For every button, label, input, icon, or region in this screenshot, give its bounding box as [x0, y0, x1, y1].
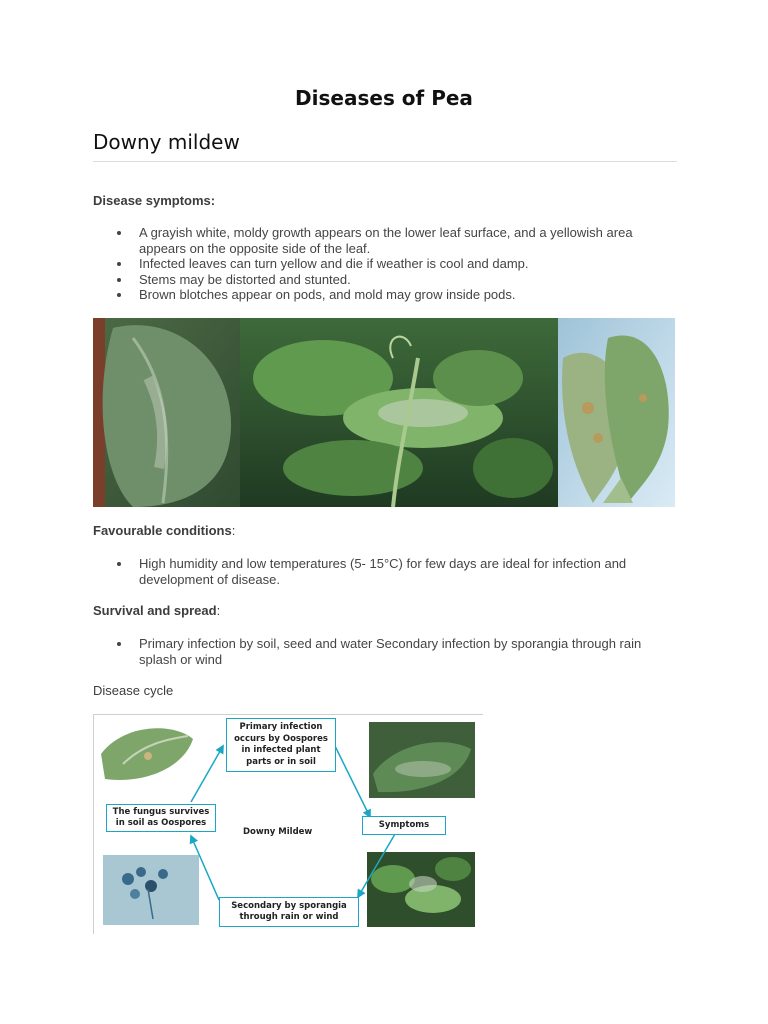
conditions-heading-colon: :: [231, 523, 236, 538]
photo-infected-plant: [240, 318, 558, 507]
conditions-heading-text: Favourable conditions: [93, 523, 232, 538]
cycle-box-survival: The fungus survives in soil as Oospores: [106, 804, 216, 832]
symptoms-list: [93, 225, 668, 303]
symptoms-heading: Disease symptoms:: [93, 193, 216, 208]
cycle-image-spores: [103, 855, 199, 925]
cycle-box-primary-infection: Primary infection occurs by Oospores in infected plant parts or in soil: [226, 718, 336, 772]
section-heading: Downy mildew: [93, 130, 240, 154]
list-item: Stems may be distorted and stunted.: [93, 272, 668, 288]
cycle-box-symptoms: Symptoms: [362, 816, 446, 835]
section-divider: [93, 161, 677, 162]
list-item: Infected leaves can turn yellow and die if weather is cool and damp.: [93, 256, 668, 272]
list-item: A grayish white, moldy growth appears on the lower leaf surface, and a yellowish area appears on the opposite side of the leaf.: [93, 225, 668, 256]
conditions-heading: [93, 523, 235, 538]
cycle-image-infected-plant: [367, 852, 475, 927]
cycle-heading: Disease cycle: [93, 683, 174, 698]
spread-heading-text: Survival and spread: [93, 603, 217, 618]
list-item: High humidity and low temperatures (5- 15°C) for few days are ideal for infection and development of disease.: [93, 556, 668, 587]
cycle-box-secondary-infection: Secondary by sporangia through rain or wind: [219, 897, 359, 927]
page-title: Diseases of Pea: [295, 86, 473, 110]
cycle-image-symptom-leaf: [369, 722, 475, 798]
spread-heading: [93, 603, 220, 618]
photo-leaf-spots: [558, 318, 675, 507]
list-item: Primary infection by soil, seed and water Secondary infection by sporangia through rain splash or wind: [93, 636, 668, 667]
symptom-photo-strip: [93, 318, 675, 507]
cycle-image-leaf: [99, 717, 202, 787]
spread-heading-colon: :: [216, 603, 221, 618]
list-item: Brown blotches appear on pods, and mold may grow inside pods.: [93, 287, 668, 303]
spread-list: [93, 636, 668, 667]
cycle-center-label: Downy Mildew: [243, 827, 313, 837]
conditions-list: [93, 556, 668, 587]
photo-leaf-underside: [93, 318, 240, 507]
